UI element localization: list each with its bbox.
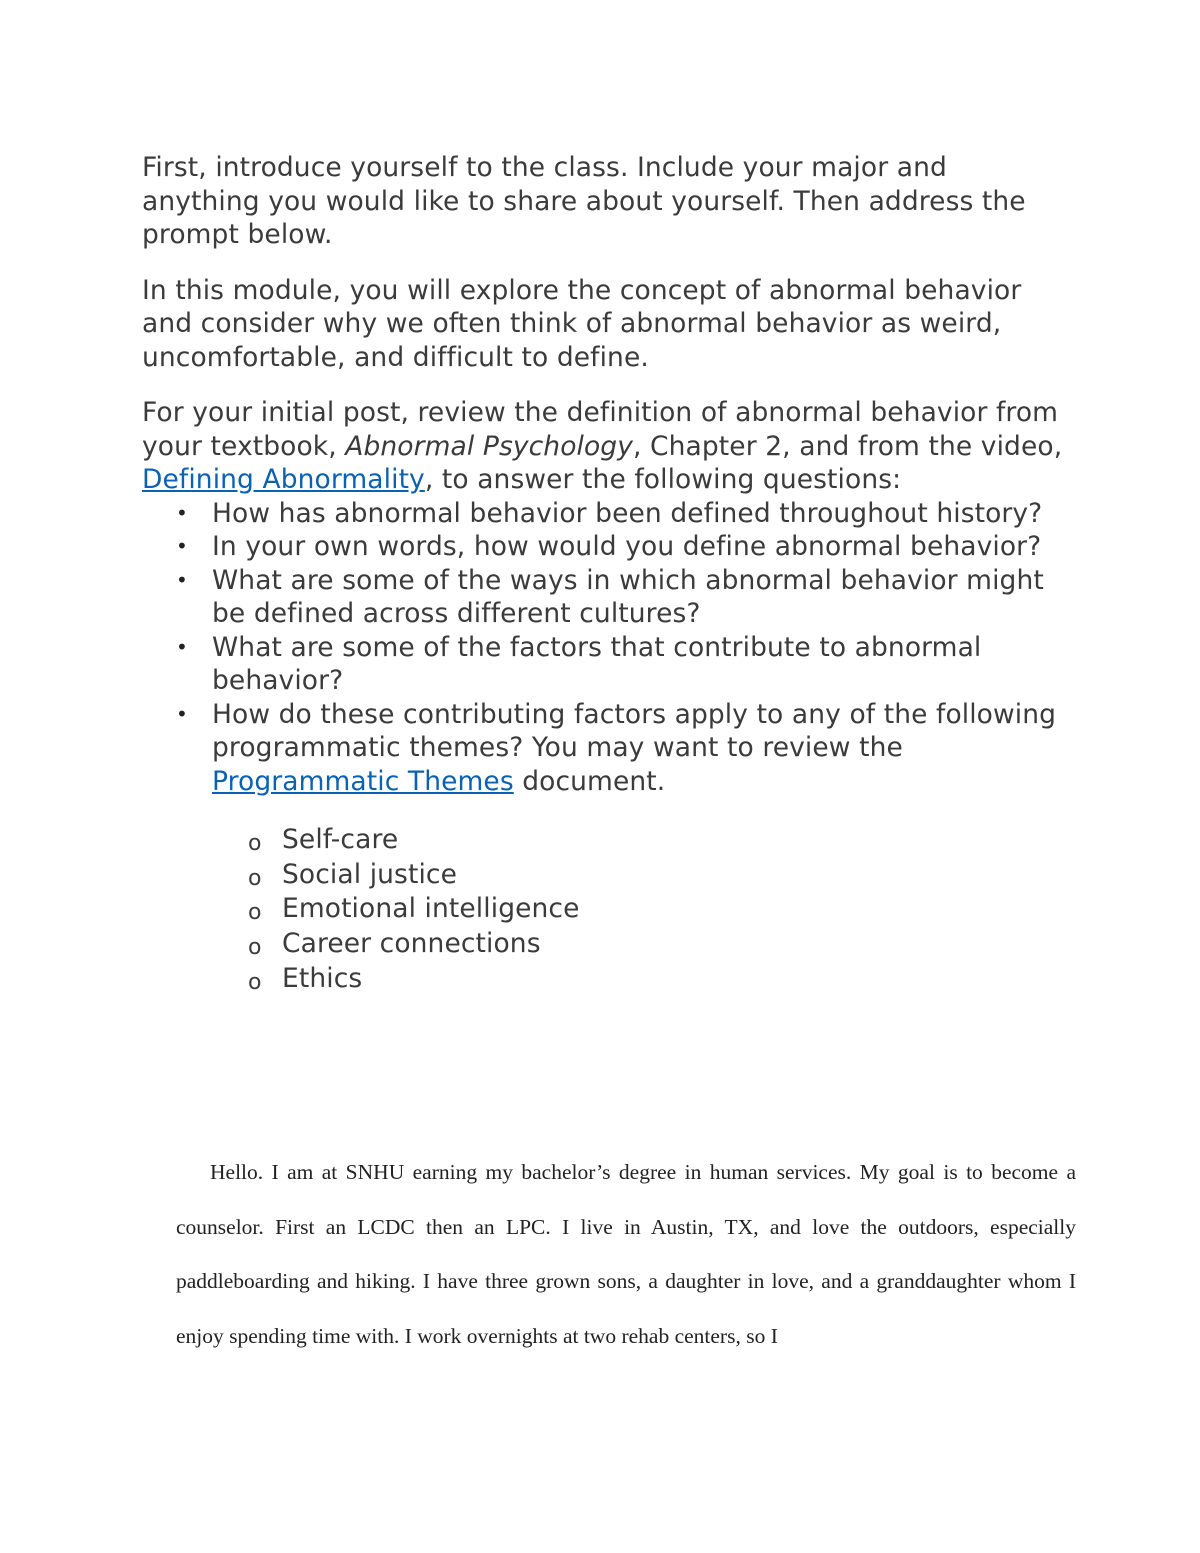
initial-post-paragraph: [142, 396, 1072, 497]
question-text-2: document.: [513, 765, 666, 797]
initial-post-text-1: For your initial post, review the definition of abnormal behavior from your textbook,: [142, 397, 1059, 462]
bullet-icon: •: [176, 567, 188, 592]
bullet-icon: •: [176, 500, 188, 525]
list-item: [142, 927, 1072, 962]
textbook-title: Abnormal Psychology: [345, 430, 633, 462]
circle-bullet-icon: o: [248, 935, 262, 961]
question-list: [142, 497, 1072, 799]
theme-text: Emotional intelligence: [282, 893, 580, 925]
list-item: [142, 962, 1072, 997]
theme-text: Ethics: [282, 962, 363, 994]
programmatic-themes-link[interactable]: Programmatic Themes: [212, 765, 514, 797]
module-paragraph: In this module, you will explore the concept of abnormal behavior and consider why we often think of abnormal behavior as weird, uncomfortable, and difficult to define.: [142, 274, 1022, 373]
list-item: [142, 564, 1072, 631]
circle-bullet-icon: o: [248, 865, 262, 891]
question-text: In your own words, how would you define abnormal behavior?: [212, 531, 1042, 562]
discussion-prompt: [142, 151, 1072, 997]
bullet-icon: •: [176, 534, 188, 558]
list-item: [142, 892, 1072, 927]
themes-list: [142, 823, 1072, 997]
question-text: What are some of the ways in which abnormal behavior might be defined across different cultures?: [212, 564, 1044, 629]
bullet-icon: •: [176, 634, 188, 659]
initial-post-text-2: , Chapter 2, and from the video,: [633, 430, 1063, 462]
list-item: [142, 497, 1072, 531]
list-item: [142, 858, 1072, 893]
bullet-icon: •: [176, 701, 188, 726]
list-item: [142, 698, 1072, 799]
defining-abnormality-link[interactable]: Defining Abnormality: [142, 464, 425, 495]
intro-paragraph: First, introduce yourself to the class. Include your major and anything you would like to share about yourself. Then address the prompt below.: [142, 152, 1026, 250]
question-text: What are some of the factors that contribute to abnormal behavior?: [212, 631, 982, 696]
circle-bullet-icon: o: [248, 969, 262, 995]
list-item: [142, 530, 1072, 564]
list-item: [142, 631, 1072, 698]
question-text: How has abnormal behavior been defined throughout history?: [212, 497, 1043, 529]
response-paragraph: Hello. I am at SNHU earning my bachelor’s degree in human services. My goal is to become a counselor. First an LCDC then an LPC. I live in Austin, TX, and love the outdoors, especially paddleboarding and hiking. I have three grown sons, a daughter in love, and a granddaughter whom I enjoy spending time with. I work overnights at two rehab centers, so I: [176, 1160, 1076, 1348]
theme-text: Career connections: [282, 928, 541, 960]
theme-text: Social justice: [282, 858, 457, 890]
list-item: [142, 823, 1072, 858]
circle-bullet-icon: o: [248, 831, 262, 856]
circle-bullet-icon: o: [248, 900, 262, 926]
initial-post-text-3: , to answer the following questions:: [424, 464, 902, 495]
theme-text: Self-care: [282, 824, 399, 855]
question-text-1: How do these contributing factors apply to any of the following programmatic themes? You may want to review the: [212, 698, 1057, 763]
